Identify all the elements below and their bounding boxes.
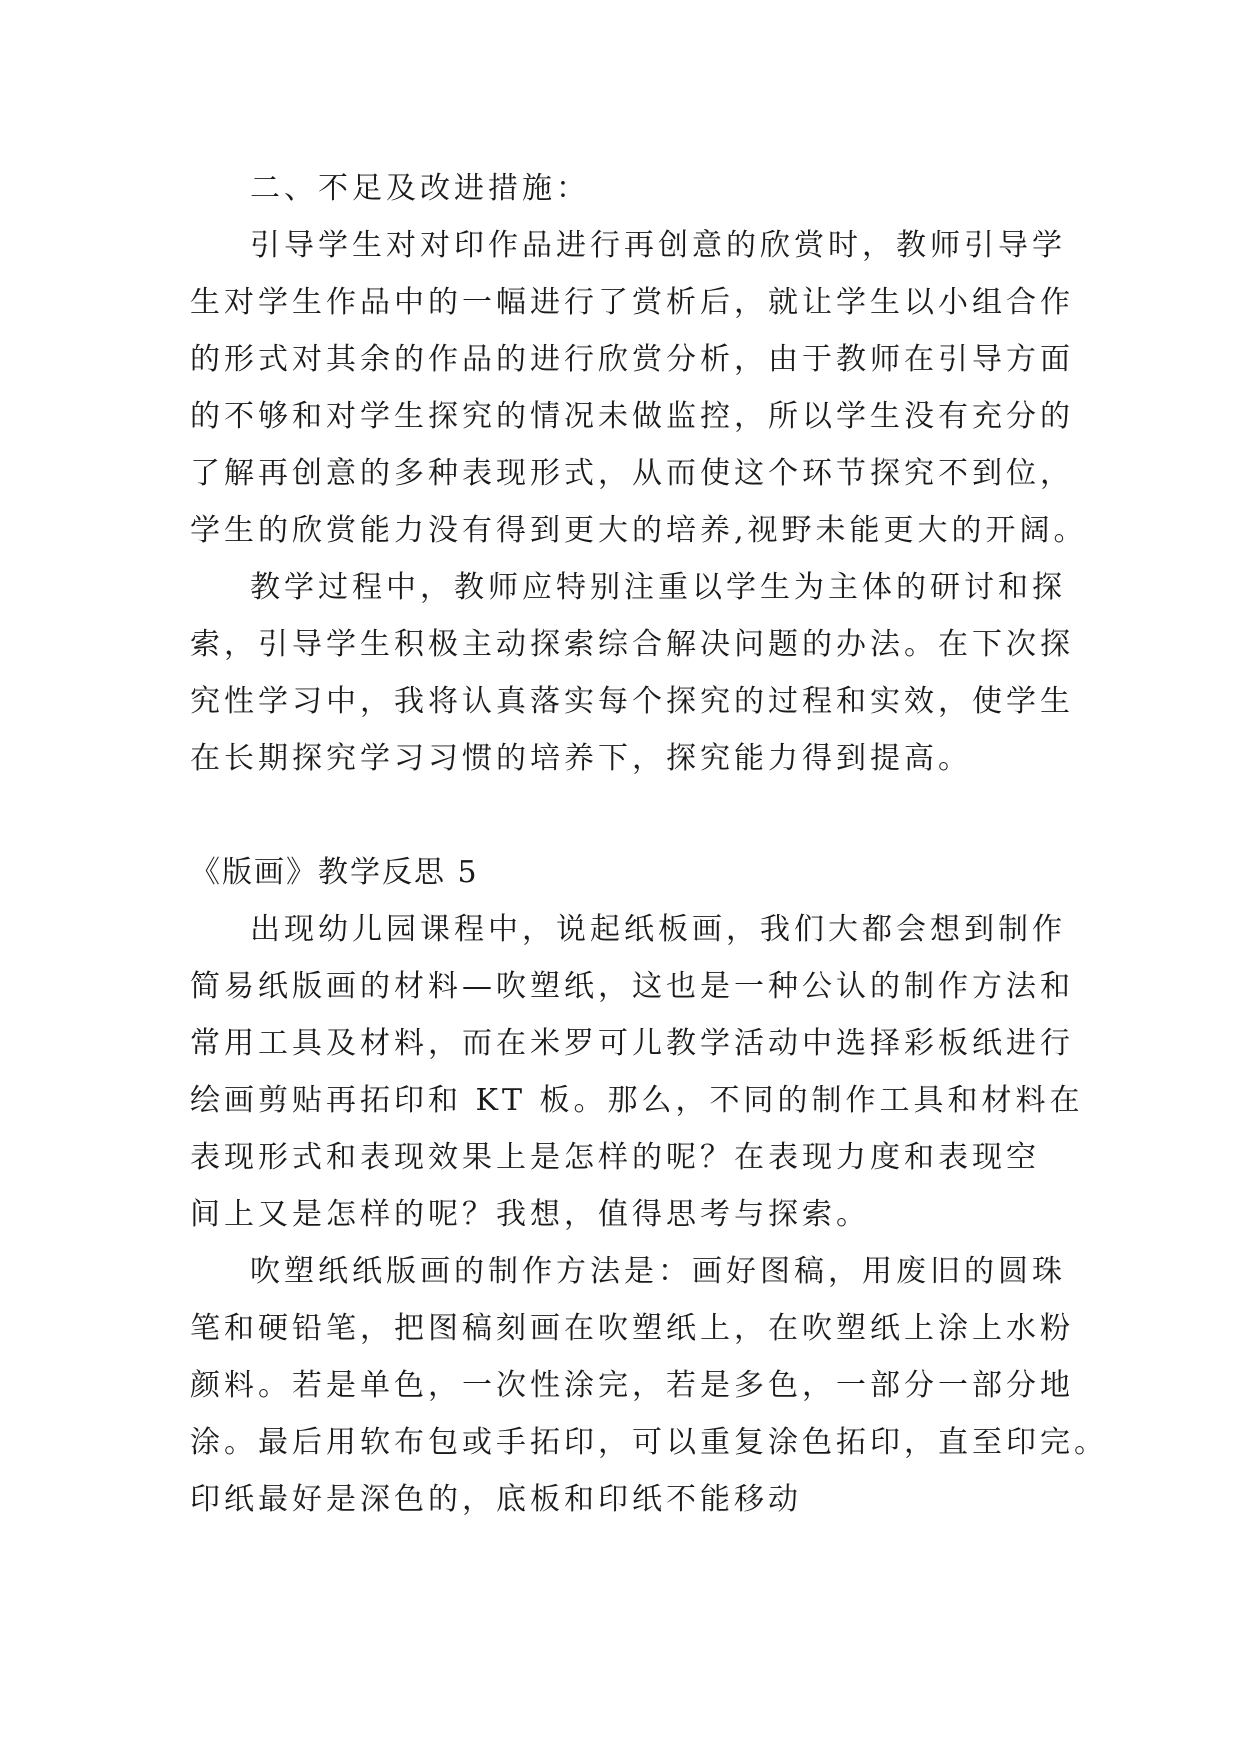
text-line: 间上又是怎样的呢？我想，值得思考与探索。: [190, 1197, 870, 1232]
article-title: 《版画》教学反思 5: [190, 855, 479, 890]
text-line: 生对学生作品中的一幅进行了赏析后，就让学生以小组合作: [190, 285, 1074, 320]
paragraph-3: [190, 901, 1084, 1243]
text-line: 究性学习中，我将认真落实每个探究的过程和实效，使学生: [190, 684, 1074, 719]
text-line: 索，引导学生积极主动探索综合解决问题的办法。在下次探: [190, 627, 1074, 662]
text-line: 吹塑纸纸版画的制作方法是：画好图稿，用废旧的圆珠: [250, 1254, 1066, 1289]
text-line: 的不够和对学生探究的情况未做监控，所以学生没有充分的: [190, 399, 1074, 434]
text-line: 学生的欣赏能力没有得到更大的培养,视野未能更大的开阔。: [190, 513, 1088, 548]
text-line: 颜料。若是单色，一次性涂完，若是多色，一部分一部分地: [190, 1368, 1074, 1403]
text-line: 在长期探究学习习惯的培养下，探究能力得到提高。: [190, 741, 972, 776]
text-line: 教学过程中，教师应特别注重以学生为主体的研讨和探: [250, 570, 1066, 605]
text-line: 印纸最好是深色的，底板和印纸不能移动: [190, 1482, 802, 1517]
document-body: [190, 160, 1108, 1528]
text-line: 绘画剪贴再拓印和 KT 板。那么，不同的制作工具和材料在: [190, 1083, 1084, 1118]
text-line: 笔和硬铅笔，把图稿刻画在吹塑纸上，在吹塑纸上涂上水粉: [190, 1311, 1074, 1346]
text-line: 简易纸版画的材料—吹塑纸，这也是一种公认的制作方法和: [190, 969, 1074, 1004]
text-line: 常用工具及材料，而在米罗可儿教学活动中选择彩板纸进行: [190, 1026, 1074, 1061]
section-heading: 二、不足及改进措施：: [250, 171, 590, 206]
paragraph-4: [190, 1243, 1108, 1528]
text-line: 引导学生对对印作品进行再创意的欣赏时，教师引导学: [250, 228, 1066, 263]
text-line: 表现形式和表现效果上是怎样的呢？在表现力度和表现空: [190, 1140, 1040, 1175]
paragraph-2: [190, 559, 1074, 787]
text-line: 了解再创意的多种表现形式，从而使这个环节探究不到位，: [190, 456, 1074, 491]
paragraph-1: [190, 217, 1088, 559]
text-line: 涂。最后用软布包或手拓印，可以重复涂色拓印，直至印完。: [190, 1425, 1108, 1460]
text-line: 出现幼儿园课程中，说起纸板画，我们大都会想到制作: [250, 912, 1066, 947]
text-line: 的形式对其余的作品的进行欣赏分析，由于教师在引导方面: [190, 342, 1074, 377]
